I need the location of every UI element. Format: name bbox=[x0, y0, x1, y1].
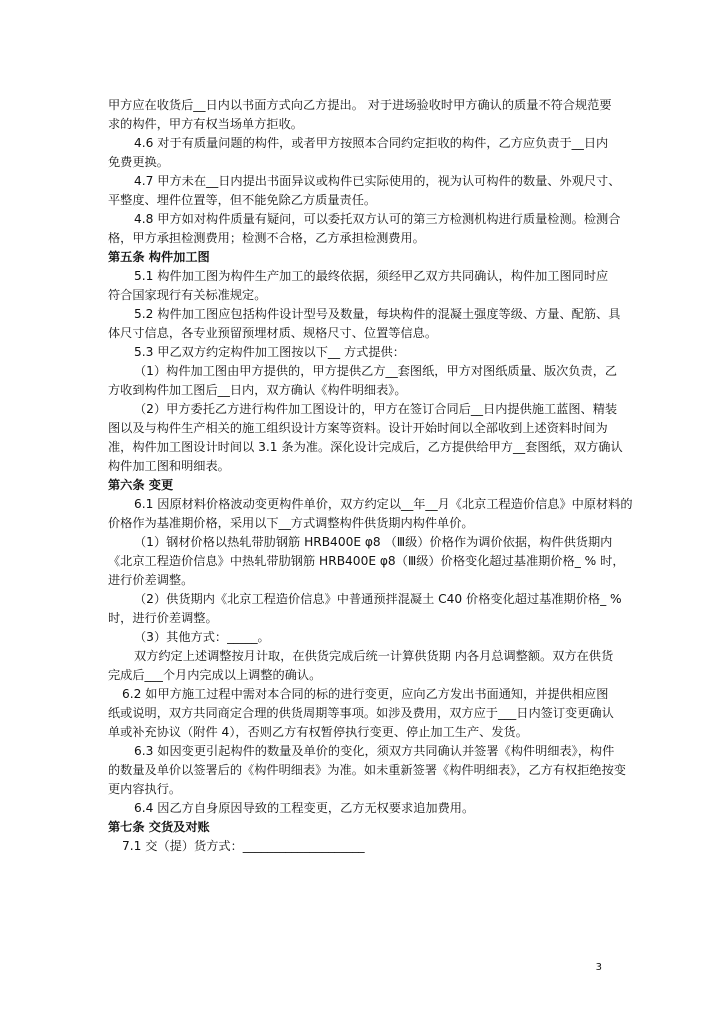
clause-5-2: 5.2 构件加工图应包括构件设计型号及数量，每块构件的混凝土强度等级、方量、配筋、具 bbox=[134, 307, 621, 321]
text-line: 单或补充协议（附件 4），否则乙方有权暂停执行变更、停止加工生产、发货。 bbox=[108, 725, 528, 739]
clause-5-3: 5.3 甲乙双方约定构件加工图按以下__ 方式提供： bbox=[134, 345, 405, 359]
clause-5-1: 5.1 构件加工图为构件生产加工的最终依据，须经甲乙双方共同确认，构件加工图同时应 bbox=[134, 269, 609, 283]
section-heading-5: 第五条 构件加工图 bbox=[108, 250, 210, 264]
text-line: 更内容执行。 bbox=[108, 782, 182, 796]
text-line: 完成后___个月内完成以上调整的确认。 bbox=[108, 668, 322, 682]
text-line: 纸或说明，双方共同商定合理的供货周期等事项。如涉及费用，双方应于___日内签订变更确认 bbox=[108, 706, 614, 720]
document-body bbox=[108, 96, 633, 856]
page-number: 3 bbox=[595, 962, 602, 973]
text-line: 《北京工程造价信息》中热轧带肋钢筋 HRB400E φ8（Ⅲ级）价格变化超过基准期价格_ % 时， bbox=[108, 554, 625, 568]
clause-4-6: 4.6 对于有质量问题的构件，或者甲方按照本合同约定拒收的构件，乙方应负责于__日内 bbox=[134, 136, 609, 150]
text-line: 准，构件加工图设计时间以 3.1 条为准。深化设计完成后，乙方提供给甲方__套图纸，双方确认 bbox=[108, 440, 623, 454]
text-line: 方收到构件加工图后__日内，双方确认《构件明细表》。 bbox=[108, 383, 407, 397]
text-line: 免费更换。 bbox=[108, 155, 169, 169]
clause-6-2: 6.2 如甲方施工过程中需对本合同的标的进行变更，应向乙方发出书面通知，并提供相应图 bbox=[122, 687, 609, 701]
clause-4-8: 4.8 甲方如对构件质量有疑问，可以委托双方认可的第三方检测机构进行质量检测。检测合 bbox=[134, 212, 621, 226]
text-line: 平整度、埋件位置等，但不能免除乙方质量责任。 bbox=[108, 193, 377, 207]
text-line: 格，甲方承担检测费用；检测不合格，乙方承担检测费用。 bbox=[108, 231, 425, 245]
text-line: 构件加工图和明细表。 bbox=[108, 459, 230, 473]
text-line: 双方约定上述调整按月计取，在供货完成后统一计算供货期 内各月总调整额。双方在供货 bbox=[134, 649, 614, 663]
sub-item-1: （1）构件加工图由甲方提供的，甲方提供乙方__套图纸，甲方对图纸质量、版次负责，乙 bbox=[134, 364, 618, 378]
clause-7-1: 7.1 交（提）货方式：____________________ bbox=[122, 839, 365, 853]
text-line: 价格作为基准期价格，采用以下__方式调整构件供货期内构件单价。 bbox=[108, 516, 474, 530]
text-line: 图以及与构件生产相关的施工组织设计方案等资料。设计开始时间以全部收到上述资料时间为 bbox=[108, 421, 608, 435]
clause-6-3: 6.3 如因变更引起构件的数量及单价的变化，须双方共同确认并签署《构件明细表》，构件 bbox=[134, 744, 615, 758]
sub-item-2: （2）甲方委托乙方进行构件加工图设计的，甲方在签订合同后__日内提供施工蓝图、精装 bbox=[134, 402, 618, 416]
clause-4-7: 4.7 甲方未在__日内提出书面异议或构件已实际使用的，视为认可构件的数量、外观尺寸、 bbox=[134, 174, 621, 188]
text-line: 甲方应在收货后__日内以书面方式向乙方提出。 对于进场验收时甲方确认的质量不符合规范要 bbox=[108, 98, 612, 112]
sub-item-2: （2）供货期内《北京工程造价信息》中普通预拌混凝土 C40 价格变化超过基准期价格_ % bbox=[134, 592, 622, 606]
clause-6-4: 6.4 因乙方自身原因导致的工程变更，乙方无权要求追加费用。 bbox=[134, 801, 475, 815]
text-line: 时，进行价差调整。 bbox=[108, 611, 218, 625]
section-heading-7: 第七条 交货及对账 bbox=[108, 820, 210, 834]
text-line: 体尺寸信息，各专业预留预埋材质、规格尺寸、位置等信息。 bbox=[108, 326, 438, 340]
text-line: 进行价差调整。 bbox=[108, 573, 194, 587]
text-line: 符合国家现行有关标准规定。 bbox=[108, 288, 267, 302]
section-heading-6: 第六条 变更 bbox=[108, 478, 174, 492]
text-line: 的数量及单价以签署后的《构件明细表》为准。如未重新签署《构件明细表》，乙方有权拒绝按变 bbox=[108, 763, 626, 777]
sub-item-3: （3）其他方式：_____。 bbox=[134, 630, 270, 644]
clause-6-1: 6.1 因原材料价格波动变更构件单价，双方约定以__年__月《北京工程造价信息》中原材料的 bbox=[134, 497, 633, 511]
text-line: 求的构件，甲方有权当场单方拒收。 bbox=[108, 117, 303, 131]
sub-item-1: （1）钢材价格以热轧带肋钢筋 HRB400E φ8 （Ⅲ级）价格作为调价依据，构件供货期内 bbox=[134, 535, 613, 549]
